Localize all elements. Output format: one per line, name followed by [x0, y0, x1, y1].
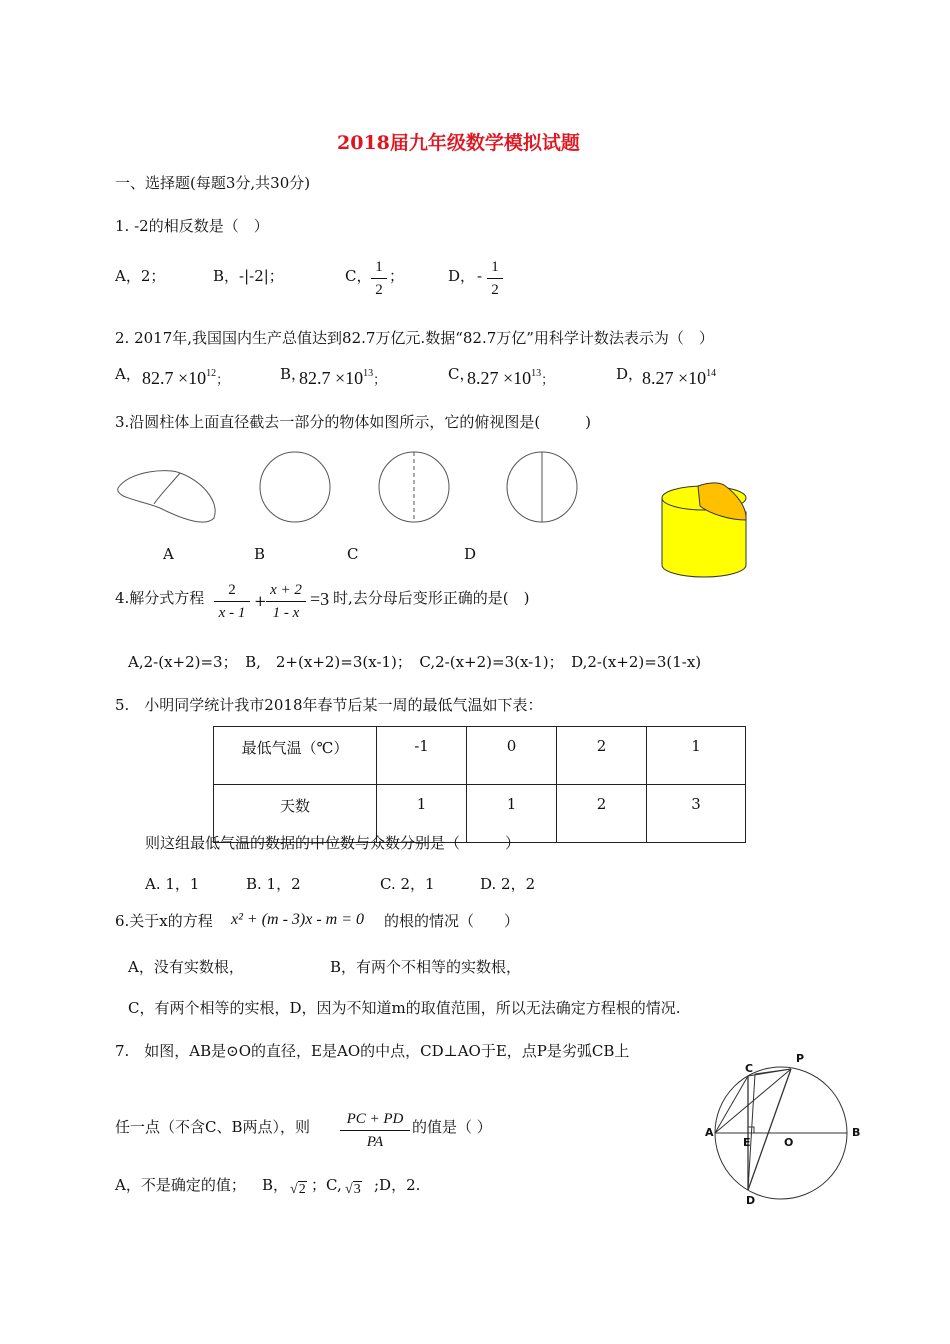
q7-option-b-label: B， — [262, 1176, 289, 1194]
q7-option-c-label: ；C, — [311, 1176, 342, 1194]
q1-option-d-sign: - — [477, 267, 483, 285]
table-row — [214, 727, 746, 785]
q1-stem: 1. -2的相反数是（ ） — [115, 217, 269, 235]
q1-option-c-end: ； — [389, 267, 405, 285]
q3-option-b-figure — [260, 452, 330, 522]
q3-label-c: C — [347, 545, 359, 563]
table-cell: 0 — [467, 727, 557, 785]
q5-temperature-table — [213, 726, 746, 843]
q7-point-e: E — [743, 1136, 751, 1149]
table-cell: 1 — [467, 785, 557, 843]
q6-equation: x² + (m - 3)x - m = 0 — [231, 911, 365, 928]
q1-option-c-fraction: 1 2 — [371, 258, 387, 299]
q1-option-b: B，-|-2|； — [213, 267, 284, 285]
q3-option-a-figure — [118, 471, 215, 523]
page-title: 2018届九年级数学模拟试题 — [337, 132, 580, 154]
q7-fraction: PC + PD PA — [340, 1110, 410, 1151]
q4-fraction-2: x + 2 1 - x — [266, 581, 306, 622]
q1-option-d-label: D， — [448, 267, 476, 285]
q7-point-d: D — [746, 1194, 756, 1207]
q1-option-a: A，2； — [115, 267, 166, 285]
q2-stem: 2. 2017年,我国国内生产总值达到82.7万亿元.数据“82.7万亿”用科学计数法表示为（ ） — [115, 329, 714, 347]
q3-label-b: B — [254, 545, 266, 563]
q7-line2-pre: 任一点（不含C、B两点），则 — [115, 1118, 311, 1136]
q2-option-a: $82.7 \times 10^{12}$； — [142, 368, 230, 388]
q6-option-b: B，有两个不相等的实数根， — [330, 958, 522, 976]
table-cell: 天数 — [214, 785, 377, 843]
table-cell: 3 — [647, 785, 746, 843]
q1-option-c-label: C， — [345, 267, 372, 285]
table-cell: -1 — [377, 727, 467, 785]
q4-options: A,2-(x+2)=3； B, 2+(x+2)=3(x-1)； C,2-(x+2)=3(x-1)； D,2-(x+2)=3(1-x) — [128, 653, 702, 671]
q2-option-b: $82.7 \times 10^{13}$； — [299, 368, 387, 388]
q6-stem-pre: 6.关于x的方程 — [115, 912, 213, 930]
q5-option-c: C. 2，1 — [380, 875, 435, 893]
q2-option-a-label: A， — [115, 365, 141, 383]
q7-option-c-radical: √3 — [345, 1182, 361, 1197]
q3-option-c-figure — [379, 452, 449, 522]
q4-stem-pre: 4.解分式方程 — [115, 589, 205, 607]
q4-fraction-1: 2 x - 1 — [214, 581, 250, 622]
table-cell: 2 — [557, 727, 647, 785]
q5-option-b: B. 1，2 — [246, 875, 301, 893]
q7-line2-post: 的值是（ ） — [412, 1118, 492, 1136]
q4-stem-post: 时,去分母后变形正确的是( ) — [333, 589, 530, 607]
q3-stem: 3.沿圆柱体上面直径截去一部分的物体如图所示，它的俯视图是( ) — [115, 413, 592, 431]
q2-option-b-label: B， — [280, 365, 307, 383]
table-cell: 2 — [557, 785, 647, 843]
q7-point-a: A — [705, 1126, 714, 1139]
q7-point-b: B — [852, 1126, 861, 1139]
q2-option-d: $8.27 \times 10^{14}$ — [642, 368, 717, 388]
q6-stem-post: 的根的情况（ ） — [384, 912, 520, 930]
q3-option-d-figure — [507, 452, 577, 522]
q7-point-o: O — [784, 1136, 794, 1149]
q2-option-c: $8.27 \times 10^{13}$； — [467, 368, 555, 388]
q2-option-d-label: D， — [616, 365, 644, 383]
section-heading: 一、选择题(每题3分,共30分) — [115, 174, 311, 192]
q5-follow: 则这组最低气温的数据的中位数与众数分别是（ ） — [145, 834, 521, 852]
q5-option-d: D. 2，2 — [480, 875, 536, 893]
table-cell: 1 — [647, 727, 746, 785]
q6-option-a: A，没有实数根， — [128, 958, 244, 976]
q3-label-d: D — [464, 545, 477, 563]
q4-equals: =3 — [310, 589, 330, 609]
q2-option-c-label: C， — [448, 365, 475, 383]
q3-cut-cylinder-figure — [662, 483, 746, 577]
q6-option-cd: C，有两个相等的实根，D，因为不知道m的取值范围，所以无法确定方程根的情况. — [128, 999, 681, 1017]
q7-option-a: A，不是确定的值； — [115, 1176, 246, 1194]
q7-stem: 7. 如图，AB是⊙O的直径，E是AO的中点，CD⊥AO于E，点P是劣弧CB上 — [115, 1042, 630, 1060]
q4-plus: + — [254, 592, 267, 610]
q1-option-d-fraction: 1 2 — [487, 258, 503, 299]
q3-figures — [110, 440, 770, 590]
q7-option-d: ;D，2. — [374, 1176, 421, 1194]
q7-option-b-radical: √2 — [290, 1182, 306, 1197]
q7-point-c: C — [745, 1062, 754, 1075]
q7-point-p: P — [796, 1052, 805, 1065]
table-cell: 最低气温（℃） — [214, 727, 377, 785]
q3-label-a: A — [163, 545, 174, 563]
q5-stem: 5. 小明同学统计我市2018年春节后某一周的最低气温如下表： — [115, 696, 543, 714]
table-cell: 1 — [377, 785, 467, 843]
q5-option-a: A. 1，1 — [145, 875, 200, 893]
